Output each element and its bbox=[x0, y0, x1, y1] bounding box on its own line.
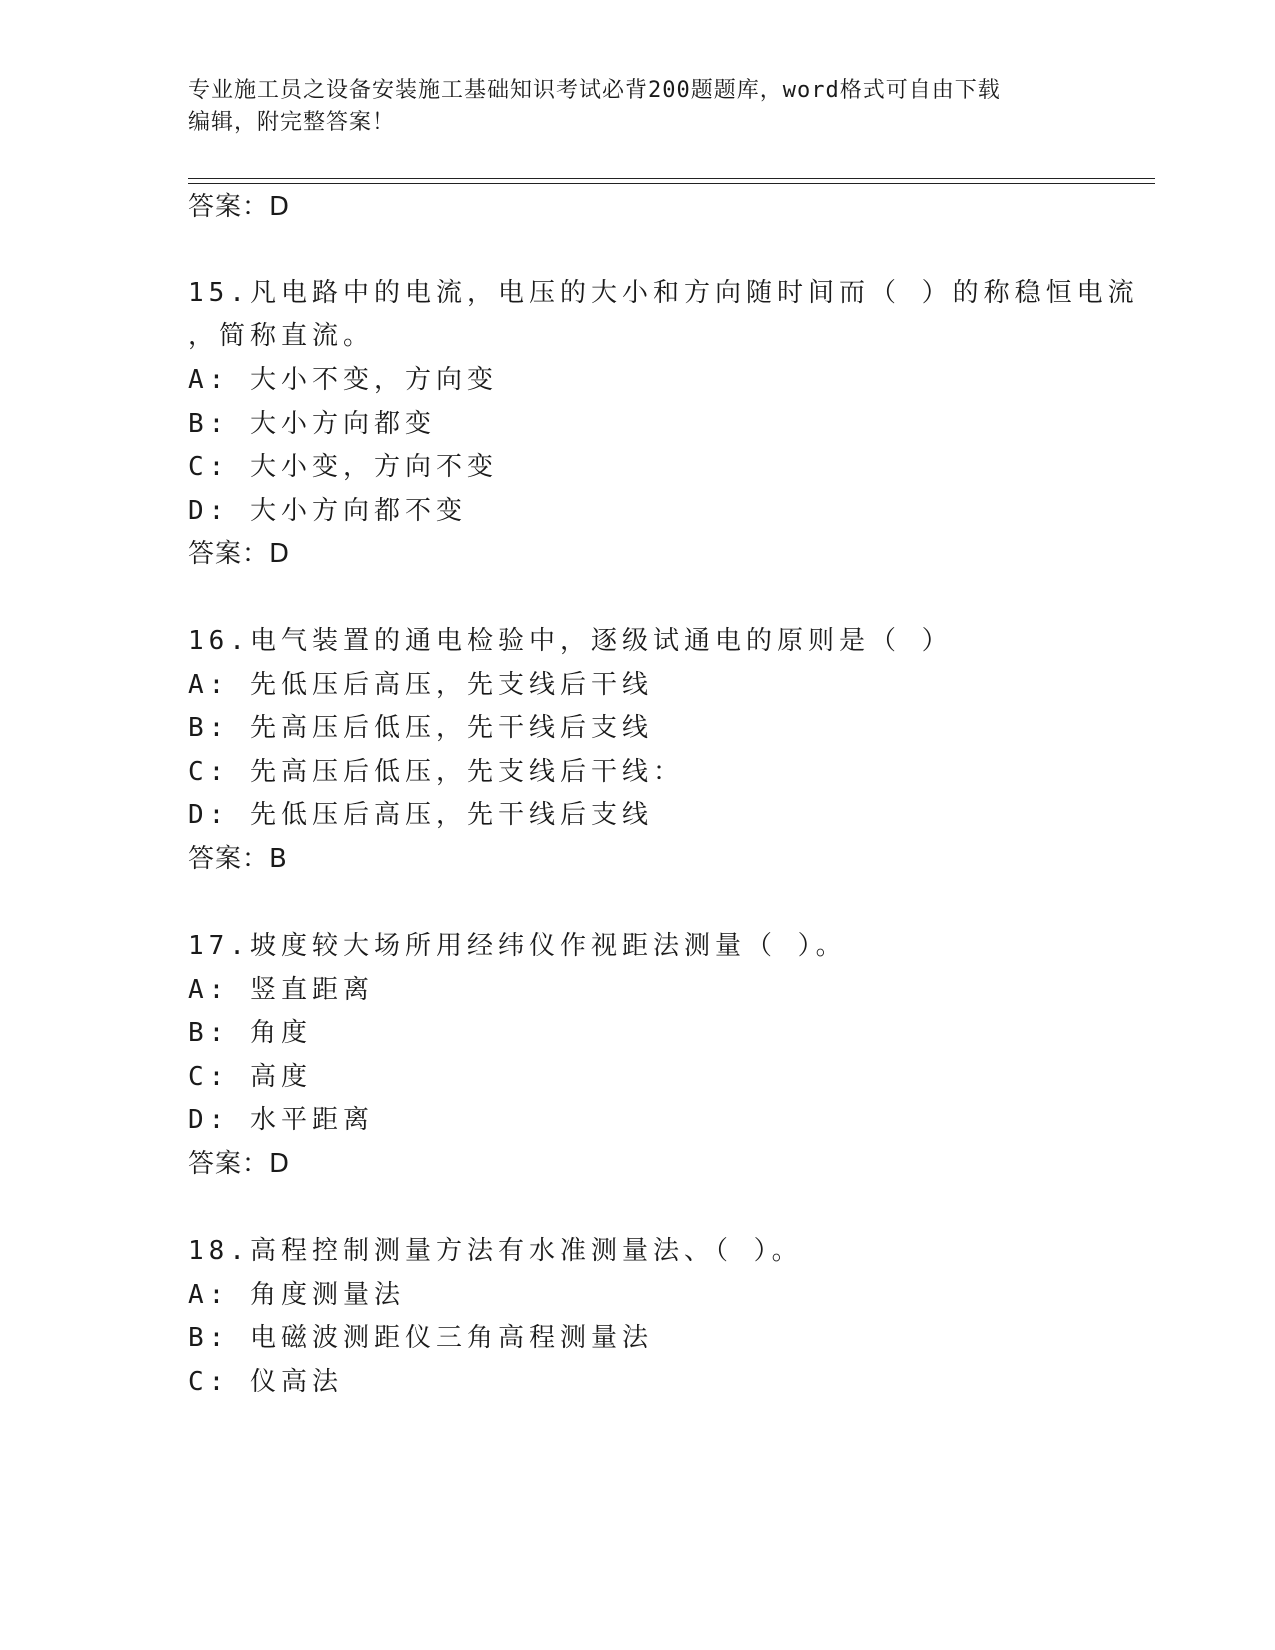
question-18-option-a: A: 角度测量法 bbox=[188, 1280, 405, 1310]
document-header bbox=[188, 75, 1088, 139]
question-17-option-c: C: 高度 bbox=[188, 1062, 312, 1092]
question-17-option-d: D: 水平距离 bbox=[188, 1105, 374, 1135]
question-18-option-b: B: 电磁波测距仪三角高程测量法 bbox=[188, 1323, 653, 1353]
question-18-stem: 18.高程控制测量方法有水准测量法、（ ）。 bbox=[188, 1236, 803, 1266]
question-17-stem: 17.坡度较大场所用经纬仪作视距法测量（ ）。 bbox=[188, 931, 847, 961]
question-15-option-b: B: 大小方向都变 bbox=[188, 409, 436, 439]
question-16-option-c: C: 先高压后低压，先支线后干线： bbox=[188, 757, 684, 787]
question-16-answer: 答案：B bbox=[188, 844, 288, 874]
header-divider-top bbox=[188, 178, 1155, 179]
question-15-answer: 答案：D bbox=[188, 539, 291, 569]
question-17-option-b: B: 角度 bbox=[188, 1018, 312, 1048]
previous-answer: 答案：D bbox=[188, 192, 291, 222]
question-17-option-a: A: 竖直距离 bbox=[188, 975, 374, 1005]
question-15-option-d: D: 大小方向都不变 bbox=[188, 496, 467, 526]
question-15-stem-line-1: 15.凡电路中的电流，电压的大小和方向随时间而（ ）的称稳恒电流 bbox=[188, 278, 1139, 308]
question-16-option-d: D: 先低压后高压，先干线后支线 bbox=[188, 800, 653, 830]
header-line-2: 编辑，附完整答案！ bbox=[188, 110, 396, 135]
question-16-option-a: A: 先低压后高压，先支线后干线 bbox=[188, 670, 653, 700]
question-16-option-b: B: 先高压后低压，先干线后支线 bbox=[188, 713, 653, 743]
header-divider-bottom bbox=[188, 183, 1155, 184]
question-16-stem: 16.电气装置的通电检验中，逐级试通电的原则是（ ） bbox=[188, 626, 953, 656]
question-15-option-a: A: 大小不变，方向变 bbox=[188, 365, 498, 395]
question-15-stem-line-2: ，简称直流。 bbox=[188, 321, 375, 351]
header-line-1: 专业施工员之设备安装施工基础知识考试必背200题题库，word格式可自由下载 bbox=[188, 78, 1001, 103]
question-17-answer: 答案：D bbox=[188, 1149, 291, 1179]
question-15-option-c: C: 大小变，方向不变 bbox=[188, 452, 498, 482]
question-18-option-c: C: 仪高法 bbox=[188, 1367, 343, 1397]
